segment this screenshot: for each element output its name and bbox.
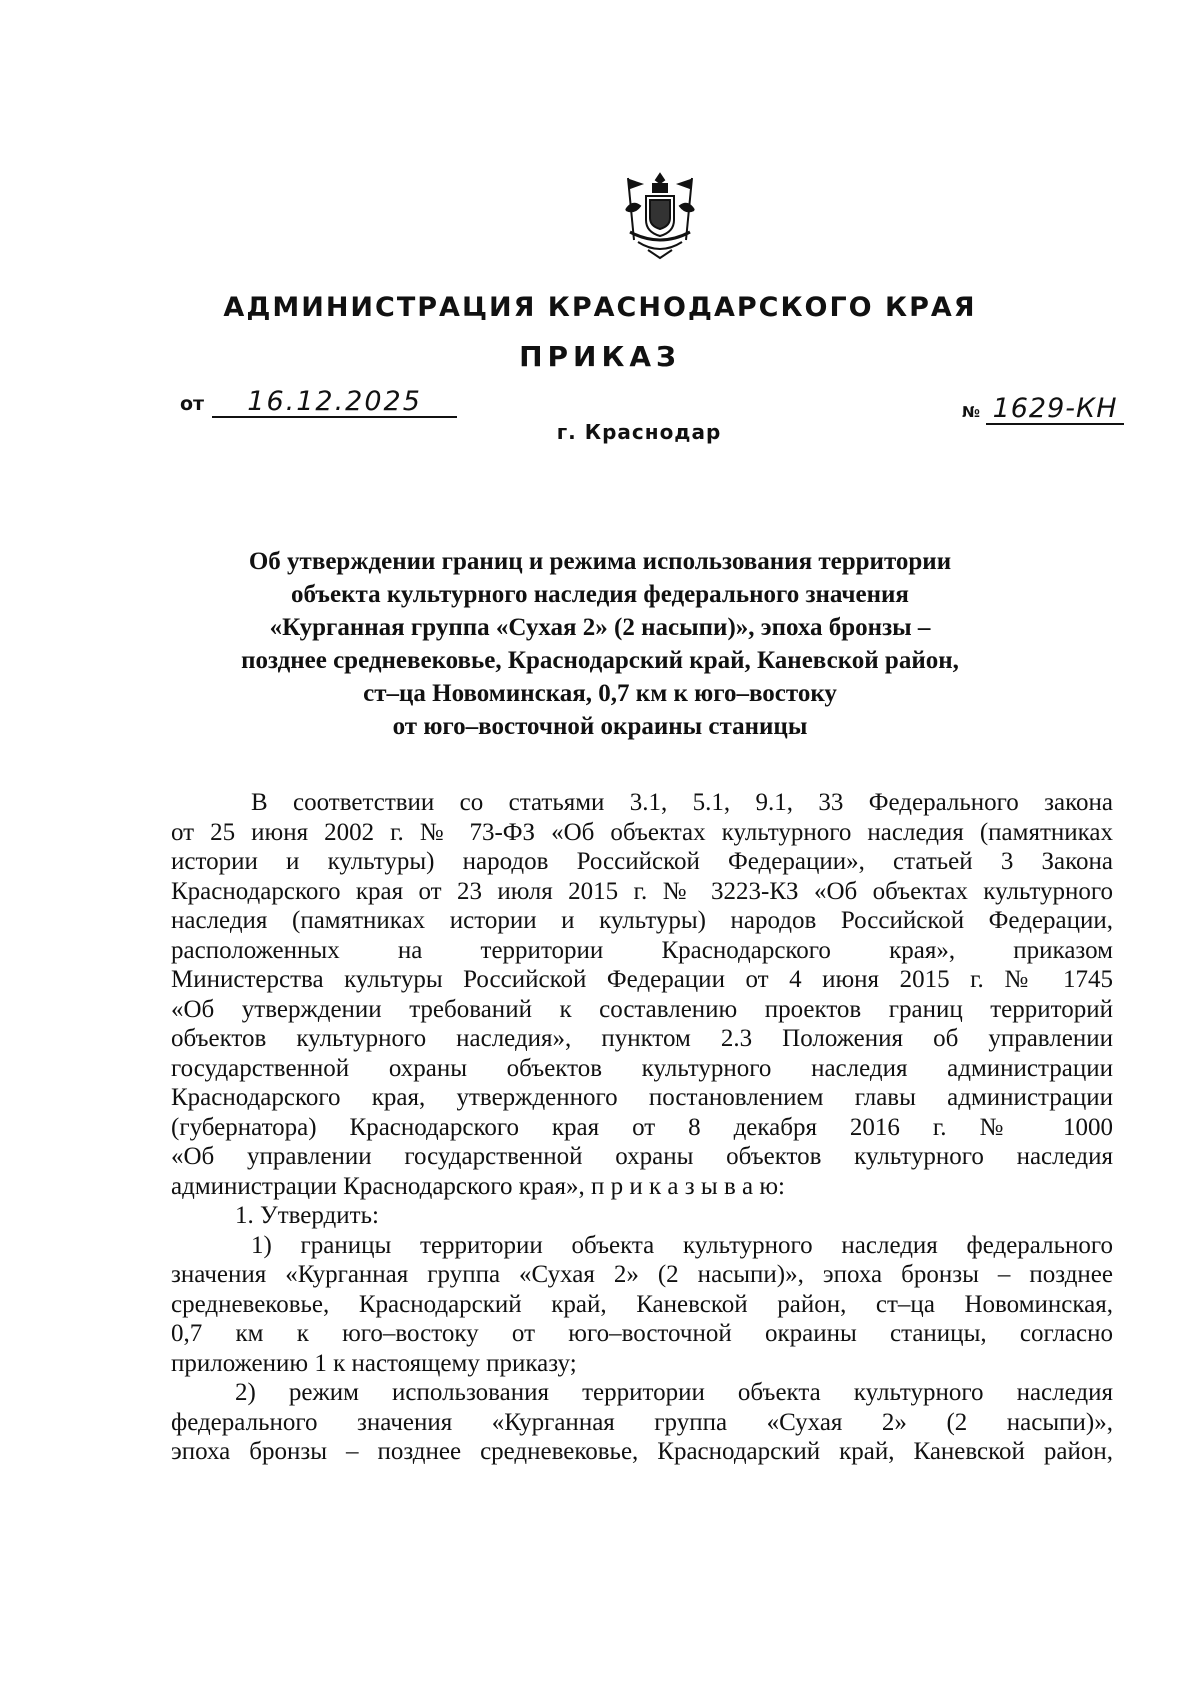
body-line: государственной охраны объектов культурного наследия администрации: [171, 1054, 1113, 1082]
title-line: объекта культурного наследия федерального значения: [291, 581, 909, 608]
coat-of-arms-emblem: [620, 170, 700, 262]
body-line: истории и культуры) народов Российской Федерации», статьей 3 Закона: [171, 848, 1113, 875]
body-line: Краснодарского края, утвержденного постановлением главы администрации: [171, 1084, 1113, 1111]
body-line: от 25 июня 2002 г. № 73-ФЗ «Об объектах культурного наследия (памятниках: [171, 818, 1113, 846]
body-line: администрации Краснодарского края», п р и к а з ы в а ю:: [171, 1172, 785, 1200]
document-body: [171, 788, 1113, 1467]
body-line: «Об управлении государственной охраны объектов культурного наследия: [171, 1143, 1113, 1170]
body-line: Краснодарского края от 23 июля 2015 г. № 3223-КЗ «Об объектах культурного: [171, 877, 1113, 905]
body-line: эпоха бронзы – позднее средневековье, Краснодарский край, Каневской район,: [171, 1438, 1113, 1465]
body-line: 0,7 км к юго–востоку от юго–восточной окраины станицы, согласно: [171, 1320, 1113, 1347]
body-line: В соответствии со статьями 3.1, 5.1, 9.1, 33 Федерального закона: [251, 789, 1113, 816]
title-line: от юго–восточной окраины станицы: [392, 713, 808, 740]
body-line: (губернатора) Краснодарского края от 8 декабря 2016 г. № 1000: [171, 1113, 1113, 1141]
body-line: 1) границы территории объекта культурного наследия федерального: [251, 1231, 1113, 1259]
body-line: «Об утверждении требований к составлению проектов границ территорий: [171, 995, 1113, 1023]
body-line: федерального значения «Курганная группа «Сухая 2» (2 насыпи)»,: [171, 1408, 1113, 1436]
document-type: ПРИКАЗ: [519, 340, 681, 373]
title-line: Об утверждении границ и режима использования территории: [248, 548, 952, 575]
title-line: ст–ца Новоминская, 0,7 км к юго–востоку: [363, 680, 837, 707]
date-value: 16.12.2025: [212, 388, 457, 418]
body-line: расположенных на территории Краснодарского края», приказом: [171, 936, 1113, 964]
number-prefix: №: [962, 403, 981, 421]
city-name: г. Краснодар: [556, 420, 722, 444]
body-line: средневековье, Краснодарский край, Каневской район, ст–ца Новоминская,: [171, 1290, 1113, 1318]
body-line: Министерства культуры Российской Федерации от 4 июня 2015 г. № 1745: [171, 966, 1113, 993]
date-line: [180, 388, 457, 418]
number-value: 1629-КН: [986, 395, 1124, 425]
date-prefix: от: [180, 393, 205, 415]
body-line: наследия (памятниках истории и культуры) народов Российской Федерации,: [171, 907, 1113, 934]
body-line: приложению 1 к настоящему приказу;: [171, 1349, 577, 1377]
body-line: значения «Курганная группа «Сухая 2» (2 насыпи)», эпоха бронзы – позднее: [171, 1261, 1113, 1288]
body-line: 2) режим использования территории объекта культурного наследия: [235, 1379, 1113, 1406]
organization-name: АДМИНИСТРАЦИЯ КРАСНОДАРСКОГО КРАЯ: [223, 292, 977, 323]
title-line: позднее средневековье, Краснодарский край, Каневской район,: [241, 647, 959, 674]
body-line: объектов культурного наследия», пунктом 2.3 Положения об управлении: [171, 1025, 1113, 1052]
body-line: 1. Утвердить:: [235, 1202, 379, 1229]
title-line: «Курганная группа «Сухая 2» (2 насыпи)», эпоха бронзы –: [269, 614, 931, 641]
document-title: [0, 545, 1200, 743]
